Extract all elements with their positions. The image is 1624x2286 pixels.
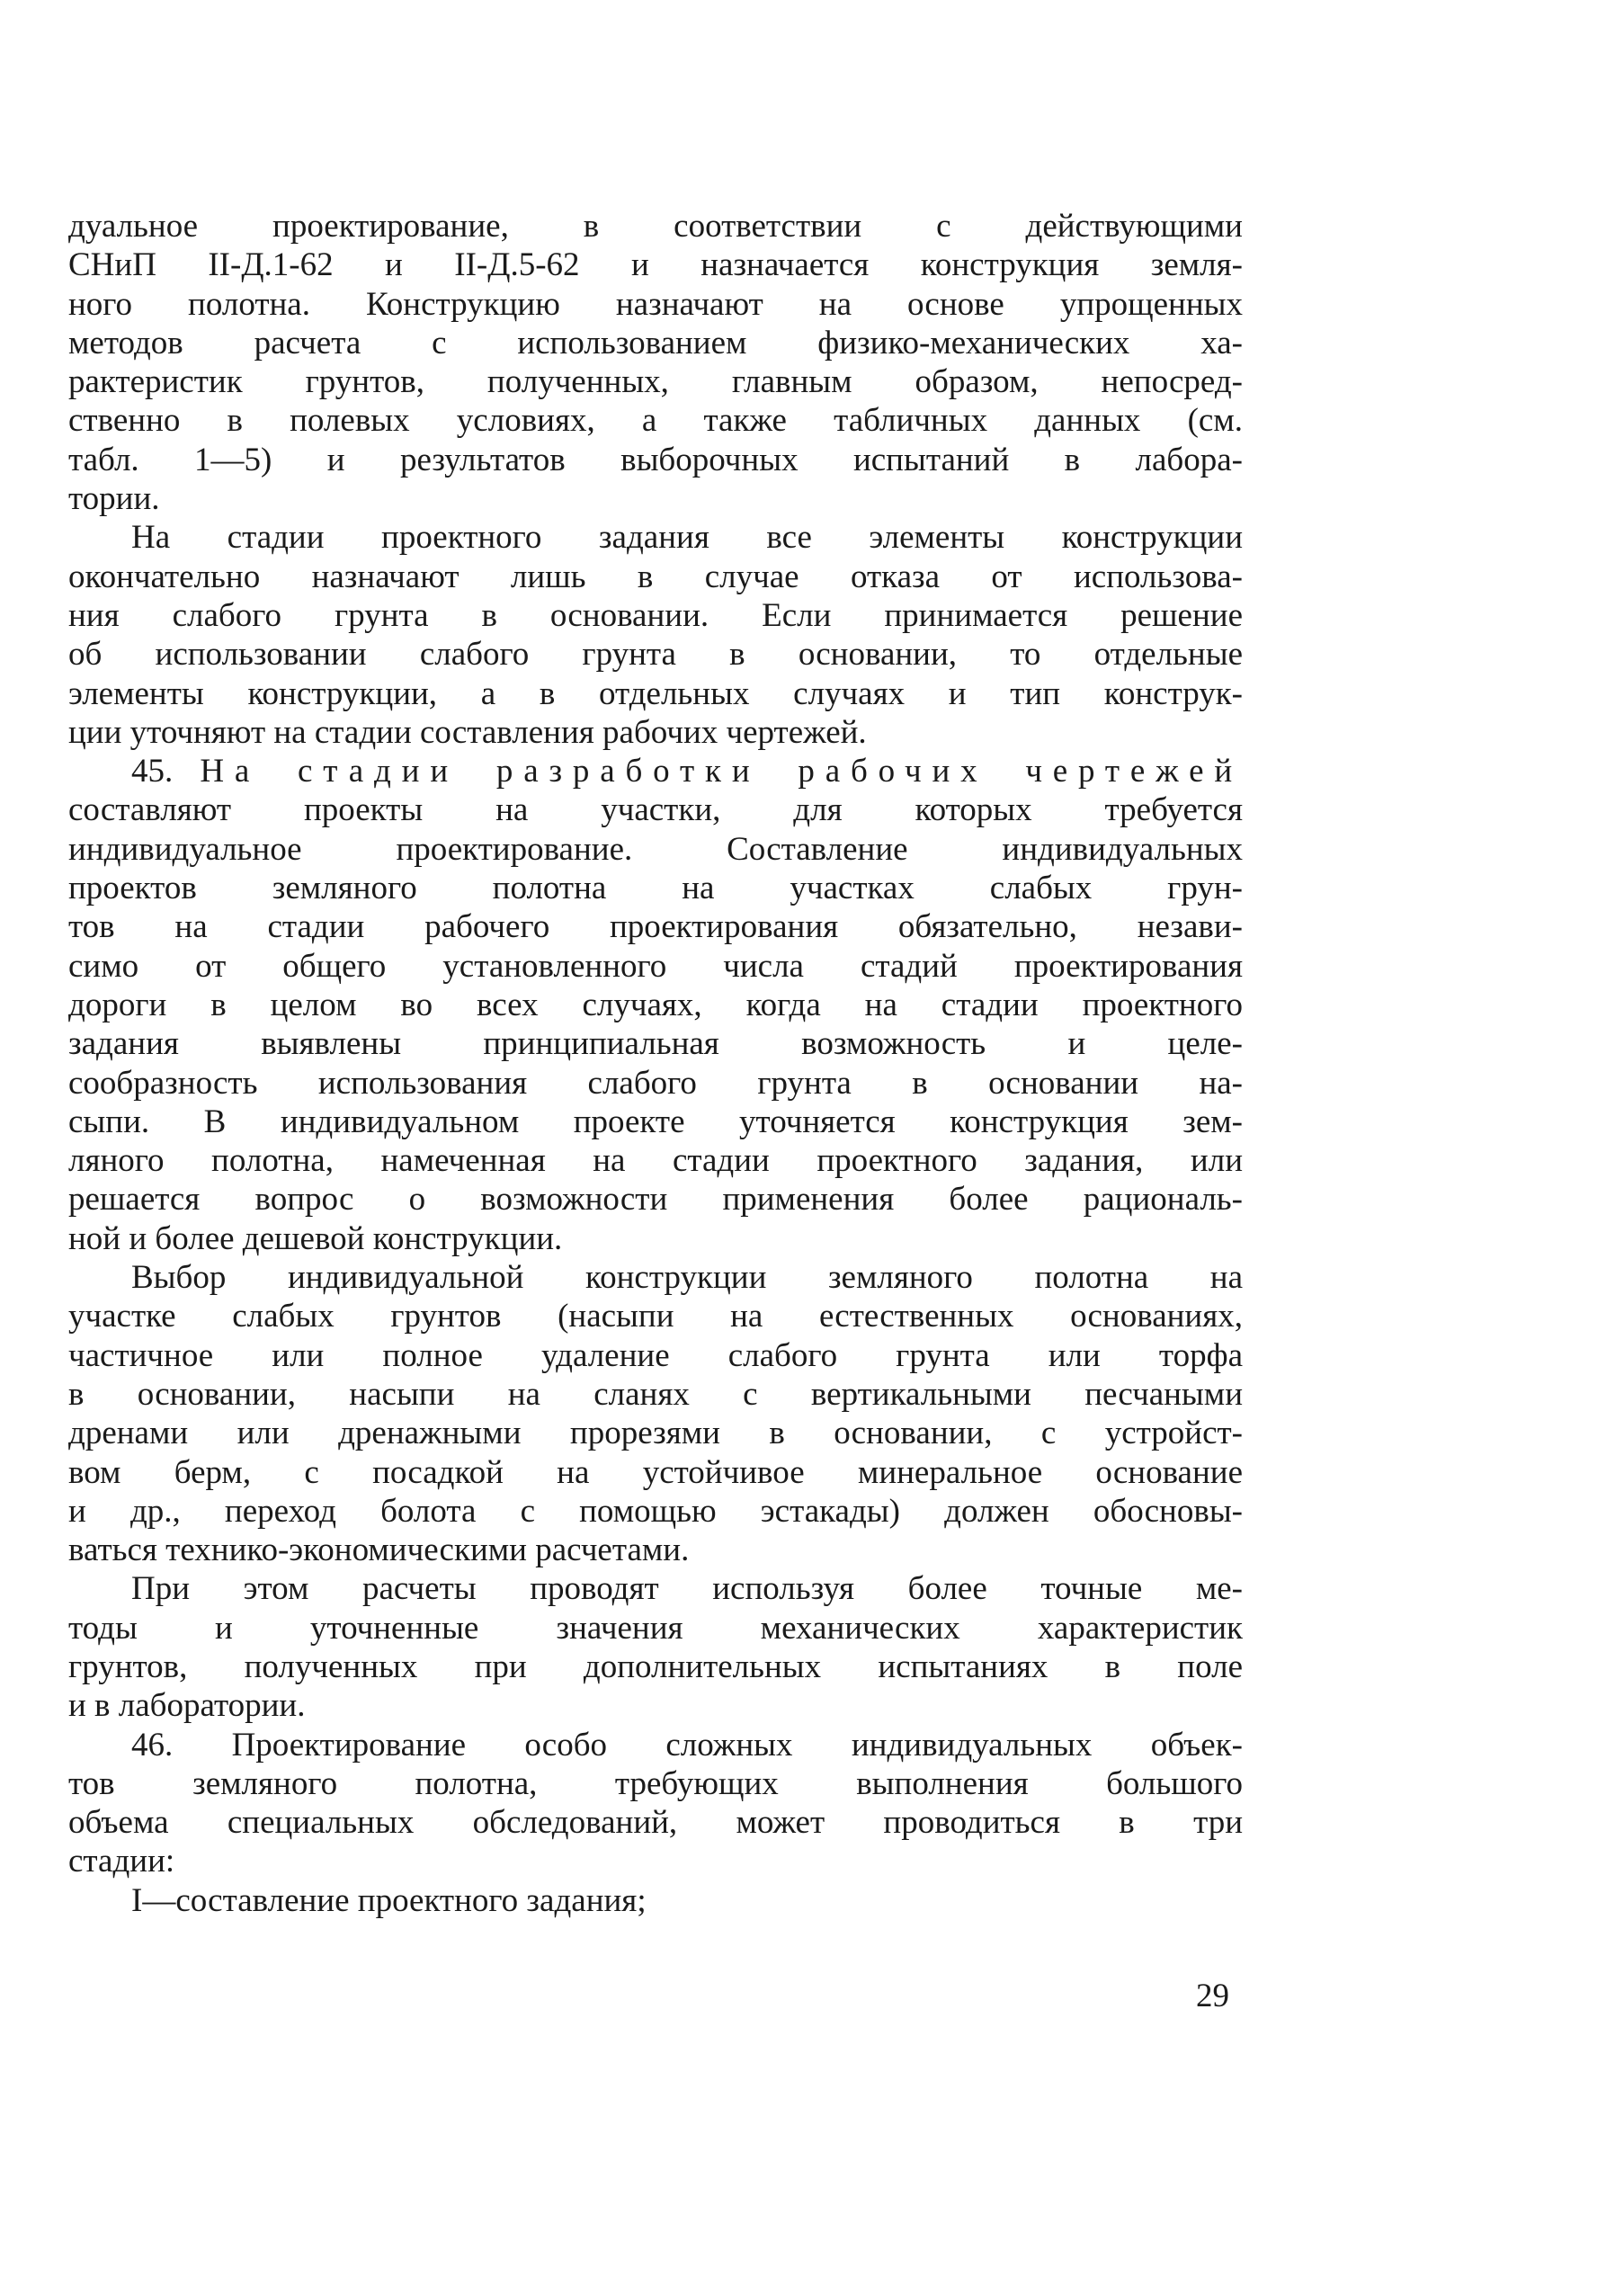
- text-line: ции уточняют на стадии составления рабочих чертежей.: [68, 713, 867, 751]
- text-line: объема специальных обследований, может проводиться в три: [68, 1804, 1243, 1842]
- text-line: частичное или полное удаление слабого грунта или торфа: [68, 1336, 1243, 1374]
- text-line: окончательно назначают лишь в случае отказа от использова-: [68, 558, 1243, 595]
- text-line: ного полотна. Конструкцию назначают на основе упрощенных: [68, 285, 1243, 323]
- text-line: сыпи. В индивидуальном проекте уточняется конструкция зем-: [68, 1103, 1243, 1140]
- text-line: 46. Проектирование особо сложных индивидуальных объек-: [131, 1726, 1243, 1764]
- text-line: грунтов, полученных при дополнительных испытаниях в поле: [68, 1648, 1243, 1685]
- text-line: ственно в полевых условиях, а также табличных данных (см.: [68, 402, 1243, 440]
- text-line: ния слабого грунта в основании. Если принимается решение: [68, 596, 1243, 634]
- text-line: I—составление проектного задания;: [131, 1881, 647, 1919]
- text-line: тов земляного полотна, требующих выполнения большого: [68, 1764, 1243, 1802]
- text-line: Выбор индивидуальной конструкции земляного полотна на: [131, 1259, 1243, 1297]
- text-line: элементы конструкции, а в отдельных случаях и тип конструк-: [68, 674, 1243, 712]
- text-line: СНиП II-Д.1-62 и II-Д.5-62 и назначается конструкция земля-: [68, 246, 1243, 284]
- text-line: дороги в целом во всех случаях, когда на стадии проектного: [68, 986, 1243, 1023]
- text-line: сообразность использования слабого грунта в основании на-: [68, 1064, 1243, 1102]
- text-line: об использовании слабого грунта в основании, то отдельные: [68, 636, 1243, 674]
- section-number: 45.: [131, 753, 201, 790]
- body-text: [68, 207, 1243, 1920]
- text-line: составляют проекты на участки, для которых требуется: [68, 791, 1243, 829]
- text-line: стадии:: [68, 1843, 175, 1880]
- text-line: табл. 1—5) и результатов выборочных испытаний в лабора-: [68, 441, 1243, 478]
- text-line: и др., переход болота с помощью эстакады) должен обосновы-: [68, 1492, 1243, 1530]
- text-line: методов расчета с использованием физико-механических ха-: [68, 324, 1243, 362]
- text-line: На стадии проектного задания все элементы конструкции: [131, 519, 1243, 557]
- text-line: решается вопрос о возможности применения более рациональ-: [68, 1181, 1243, 1219]
- text-line: и в лаборатории.: [68, 1687, 306, 1725]
- text-line: дуальное проектирование, в соответствии с действующими: [68, 208, 1243, 245]
- text-line: ной и более дешевой конструкции.: [68, 1219, 563, 1257]
- text-line: вом берм, с посадкой на устойчивое минеральное основание: [68, 1453, 1243, 1491]
- text-line: При этом расчеты проводят используя более точные ме-: [131, 1570, 1243, 1608]
- spaced-heading: На стадии разработки рабочих чертежей: [200, 753, 1244, 790]
- text-line: проектов земляного полотна на участках слабых грун-: [68, 870, 1243, 907]
- text-line: тоды и уточненные значения механических характеристик: [68, 1609, 1243, 1647]
- page-number: 29: [1196, 1978, 1229, 2014]
- text-line: дренами или дренажными прорезями в основании, с устройст-: [68, 1415, 1243, 1452]
- text-line: участке слабых грунтов (насыпи на естественных основаниях,: [68, 1298, 1243, 1335]
- text-line: тов на стадии рабочего проектирования обязательно, незави-: [68, 908, 1243, 946]
- section-45-heading-line: [68, 752, 1243, 790]
- text-line: тории.: [68, 480, 160, 518]
- text-line: рактеристик грунтов, полученных, главным образом, непосред-: [68, 363, 1243, 401]
- text-line: ляного полотна, намеченная на стадии проектного задания, или: [68, 1142, 1243, 1180]
- text-line: ваться технико-экономическими расчетами.: [68, 1531, 690, 1569]
- text-line: в основании, насыпи на сланях с вертикальными песчаными: [68, 1375, 1243, 1413]
- text-line: индивидуальное проектирование. Составление индивидуальных: [68, 830, 1243, 868]
- text-line: симо от общего установленного числа стадий проектирования: [68, 947, 1243, 985]
- text-line: задания выявлены принципиальная возможность и целе-: [68, 1025, 1243, 1063]
